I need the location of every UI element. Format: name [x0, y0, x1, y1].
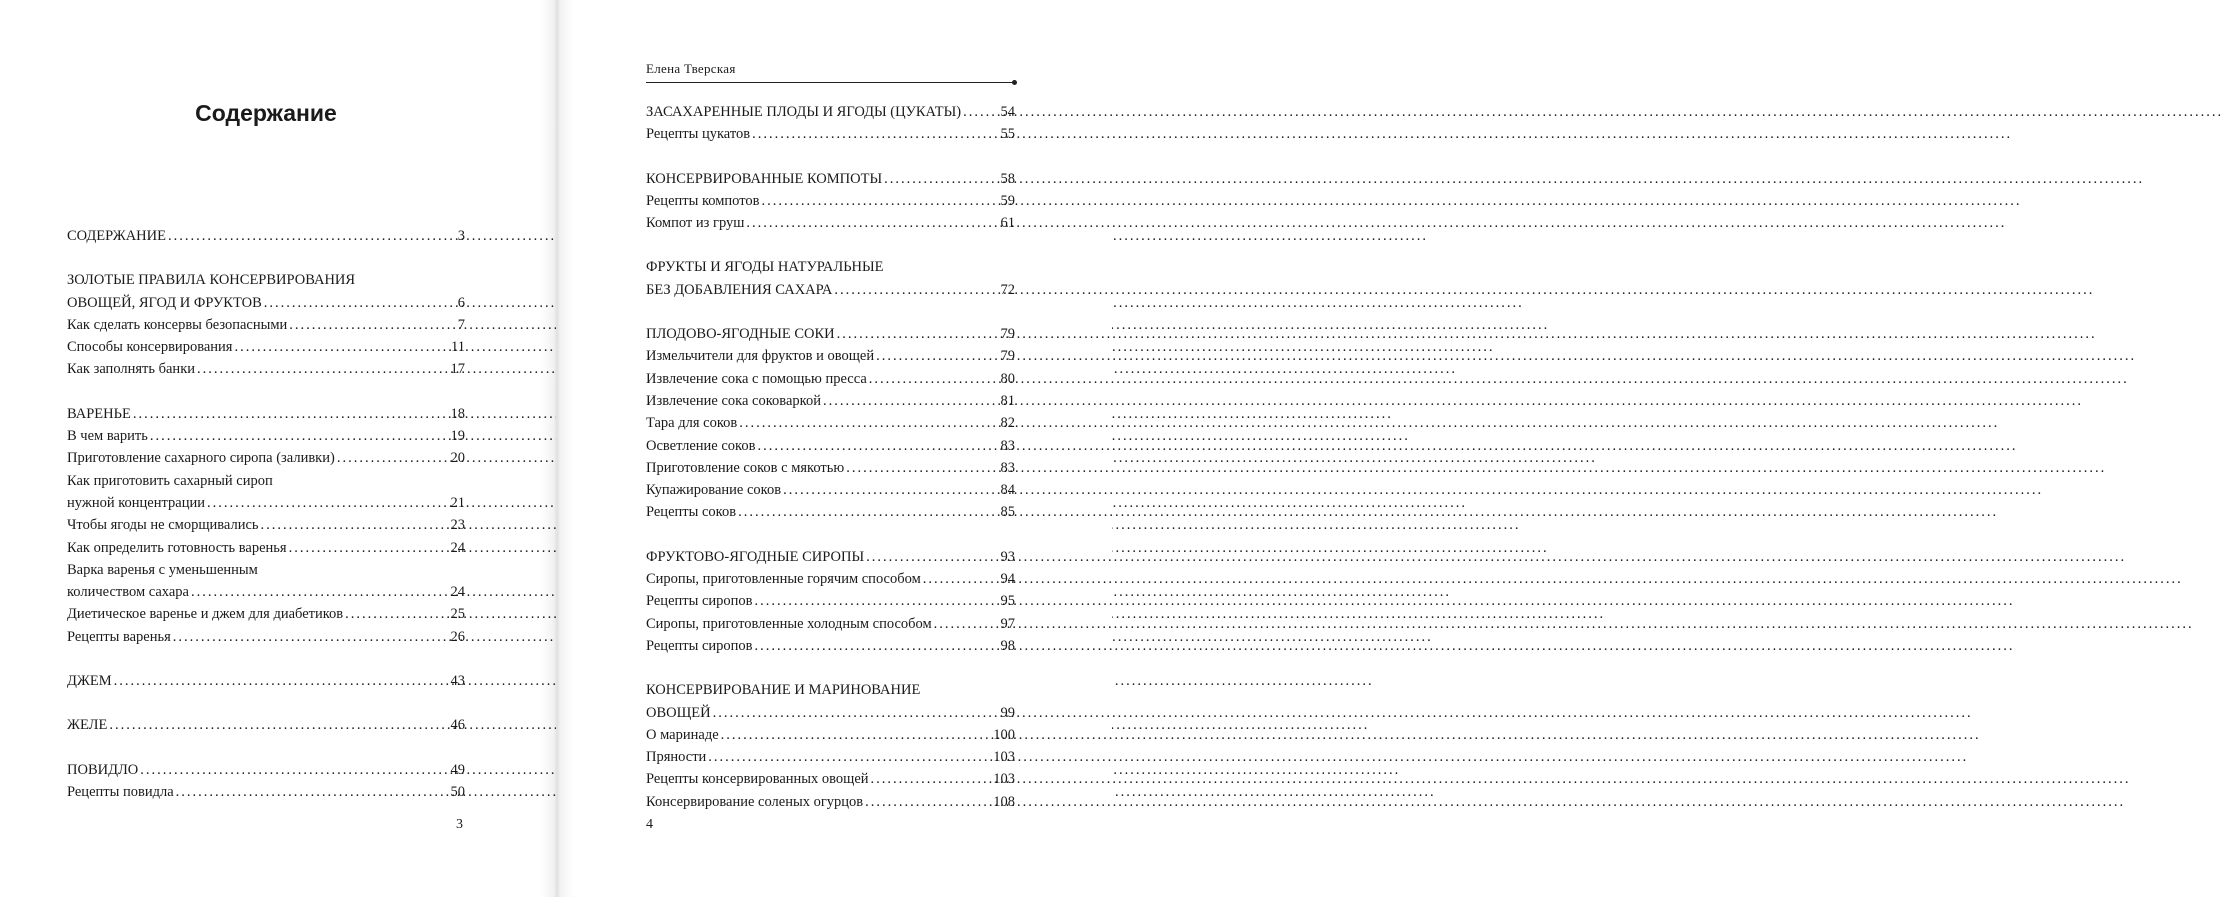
toc-entry-line [67, 581, 465, 603]
toc-entry-text: Способы консервирования [67, 339, 233, 356]
toc-entry-line [646, 279, 1015, 301]
toc-page-number: 6 [457, 294, 465, 311]
toc-page-number: 11 [451, 339, 465, 356]
toc-entry[interactable] [67, 781, 465, 803]
toc-page-number: 3 [457, 228, 465, 244]
toc-entry-line [646, 190, 1015, 212]
toc-page-number: 49 [450, 761, 465, 778]
dot-leader [114, 670, 449, 692]
toc-entry-line [67, 559, 465, 581]
running-head: Елена Тверская [646, 61, 736, 76]
toc-entry[interactable] [67, 336, 465, 358]
toc-entry[interactable] [67, 314, 465, 336]
toc-entry-text: Как приготовить сахарный сироп [67, 472, 273, 489]
toc-entry-text: ЖЕЛЕ [67, 717, 108, 734]
toc-entry-line [67, 470, 465, 492]
toc-page-number: 84 [1000, 482, 1015, 499]
toc-page-number: 61 [1000, 215, 1015, 232]
toc-entry-text: ПОВИДЛО [67, 761, 139, 778]
toc-entry-line [646, 168, 1015, 190]
toc-entry-line [67, 269, 465, 291]
dot-leader [746, 212, 998, 234]
toc-entry-text: Измельчители для фруктов и овощей [646, 348, 875, 365]
toc-section [646, 256, 1015, 301]
toc-entry[interactable] [646, 323, 1015, 345]
toc-entry-text: Тара для соков [646, 415, 738, 432]
dot-leader [823, 390, 999, 412]
toc-entry[interactable] [67, 514, 465, 536]
dot-leader [739, 412, 998, 434]
dot-leader [934, 613, 999, 635]
toc-entry-text: ОВОЩЕЙ, ЯГОД И ФРУКТОВ [67, 294, 262, 311]
toc-entry-line [646, 212, 1015, 234]
toc-entry[interactable] [646, 412, 1015, 434]
toc-entry[interactable] [646, 546, 1015, 568]
toc-entry[interactable] [67, 425, 465, 447]
toc-entry-text: Купажирование соков [646, 482, 782, 499]
toc-entry-line [646, 590, 1015, 612]
toc-entry[interactable] [646, 590, 1015, 612]
toc-page-number: 80 [1000, 370, 1015, 387]
toc-entry-text: Как сделать консервы безопасными [67, 316, 288, 333]
toc-entry-text: Приготовление соков с мякотью [646, 459, 845, 476]
toc-entry-text: нужной концентрации [67, 494, 205, 511]
toc-entry-text: КОНСЕРВИРОВАННЫЕ КОМПОТЫ [646, 170, 883, 187]
toc-entry-text: ЗОЛОТЫЕ ПРАВИЛА КОНСЕРВИРОВАНИЯ [67, 272, 356, 289]
toc-page-number: 20 [450, 450, 465, 467]
toc-entry[interactable] [646, 256, 1015, 301]
toc-page-number: 46 [450, 717, 465, 734]
page-number: 3 [456, 817, 463, 832]
toc-entry[interactable] [646, 390, 1015, 412]
toc-entry[interactable] [67, 447, 465, 469]
table-of-contents [67, 225, 465, 825]
toc-entry[interactable] [646, 168, 1015, 190]
toc-page-number: 103 [993, 749, 1015, 766]
dot-leader [176, 781, 449, 803]
toc-page-number: 83 [1000, 437, 1015, 454]
toc-entry-text: Чтобы ягоды не сморщивались [67, 517, 259, 534]
toc-entry[interactable] [67, 537, 465, 559]
left-page [0, 0, 556, 897]
dot-leader [884, 168, 998, 190]
toc-entry[interactable] [646, 635, 1015, 657]
toc-page-number: 55 [1000, 126, 1015, 143]
dot-leader [834, 279, 998, 301]
toc-page-number: 59 [1000, 192, 1015, 209]
toc-page-number: 25 [450, 606, 465, 623]
toc-section [67, 269, 465, 380]
dot-leader [923, 568, 999, 590]
toc-entry[interactable] [646, 190, 1015, 212]
toc-entry-text: Извлечение сока с помощью пресса [646, 370, 867, 387]
toc-entry-text: Как определить готовность варенья [67, 539, 287, 556]
toc-entry[interactable] [67, 403, 465, 425]
toc-section [67, 759, 465, 804]
toc-entry-line [646, 635, 1015, 657]
toc-entry-line [646, 457, 1015, 479]
toc-page-number: 50 [450, 783, 465, 800]
toc-entry-line [646, 256, 1015, 278]
dot-leader [846, 457, 998, 479]
toc-section [67, 714, 465, 736]
toc-entry[interactable] [646, 613, 1015, 635]
toc-entry-line [67, 714, 465, 736]
toc-entry-line [646, 768, 1015, 790]
toc-section [646, 546, 1015, 657]
dot-leader [752, 123, 998, 145]
dot-leader [837, 323, 999, 345]
toc-page-number: 97 [1000, 615, 1015, 632]
toc-entry[interactable] [646, 368, 1015, 390]
toc-entry[interactable] [646, 101, 1015, 123]
dot-leader [762, 190, 999, 212]
toc-section [67, 403, 465, 648]
dot-leader [738, 501, 998, 523]
toc-entry-text: ФРУКТЫ И ЯГОДЫ НАТУРАЛЬНЫЕ [646, 259, 884, 276]
toc-entry[interactable] [646, 479, 1015, 501]
dot-leader [721, 724, 992, 746]
toc-section [646, 168, 1015, 235]
toc-entry-line [646, 345, 1015, 367]
toc-entry[interactable] [67, 269, 465, 314]
toc-page-number: 83 [1000, 459, 1015, 476]
toc-entry-line [67, 225, 465, 247]
toc-entry-text: Консервирование соленых огурцов [646, 793, 864, 810]
toc-entry[interactable] [646, 746, 1015, 768]
toc-entry-line [67, 292, 465, 314]
dot-leader [866, 546, 998, 568]
toc-entry-text: Рецепты варенья [67, 628, 171, 645]
toc-page-number: 18 [450, 405, 465, 422]
toc-entry-line [67, 537, 465, 559]
toc-section [646, 101, 1015, 146]
toc-page-number: 21 [450, 494, 465, 511]
toc-entry[interactable] [646, 724, 1015, 746]
toc-entry-text: Сиропы, приготовленные холодным способом [646, 615, 932, 632]
toc-page-number: 7 [457, 316, 465, 333]
dot-leader [337, 447, 449, 469]
toc-entry[interactable] [67, 358, 465, 380]
toc-entry-text: БЕЗ ДОБАВЛЕНИЯ САХАРА [646, 281, 833, 298]
toc-entry-line [646, 412, 1015, 434]
toc-entry[interactable] [67, 759, 465, 781]
toc-entry-text: О маринаде [646, 726, 719, 743]
toc-entry[interactable] [646, 123, 1015, 145]
toc-entry[interactable] [67, 670, 465, 692]
toc-entry-line [646, 546, 1015, 568]
dot-leader [140, 759, 448, 781]
toc-page-number: 85 [1000, 504, 1015, 521]
toc-entry-line [646, 390, 1015, 412]
toc-entry-line [67, 492, 465, 514]
toc-entry[interactable] [646, 568, 1015, 590]
toc-page-number: 58 [1000, 170, 1015, 187]
toc-entry[interactable] [67, 470, 465, 515]
toc-entry-line [646, 568, 1015, 590]
toc-entry-line [67, 603, 465, 625]
toc-page-number: 79 [1000, 348, 1015, 365]
dot-leader [871, 768, 992, 790]
toc-entry[interactable] [646, 679, 1015, 724]
toc-entry-text: КОНСЕРВИРОВАНИЕ И МАРИНОВАНИЕ [646, 682, 921, 699]
dot-leader [150, 425, 449, 447]
toc-section [67, 225, 465, 247]
dot-leader [234, 336, 449, 358]
toc-entry-line [646, 435, 1015, 457]
toc-page-number: 103 [993, 771, 1015, 788]
toc-entry[interactable] [646, 212, 1015, 234]
toc-entry-text: ВАРЕНЬЕ [67, 405, 131, 422]
toc-entry-line [67, 403, 465, 425]
toc-page-number: 17 [450, 361, 465, 378]
toc-page-number: 108 [993, 793, 1015, 810]
toc-entry-line [67, 514, 465, 536]
toc-entry-line [646, 101, 1015, 123]
dot-leader [168, 225, 456, 247]
dot-leader [109, 714, 448, 736]
toc-entry-text: Сиропы, приготовленные горячим способом [646, 571, 921, 588]
toc-page-number: 95 [1000, 593, 1015, 610]
toc-page-number: 54 [1000, 104, 1015, 120]
dot-leader [783, 479, 998, 501]
toc-entry-text: Осветление соков [646, 437, 756, 454]
dot-leader [708, 746, 991, 768]
toc-section [67, 670, 465, 692]
toc-entry-line [646, 791, 1015, 813]
right-page [556, 0, 1112, 897]
toc-entry-line [646, 613, 1015, 635]
toc-entry-line [646, 746, 1015, 768]
toc-entry[interactable] [646, 501, 1015, 523]
toc-entry-line [67, 425, 465, 447]
toc-entry-text: СОДЕРЖАНИЕ [67, 228, 166, 244]
header-rule [646, 82, 1015, 83]
toc-entry-text: Компот из груш [646, 215, 745, 232]
toc-entry-text: Рецепты соков [646, 504, 737, 521]
toc-entry-line [67, 781, 465, 803]
toc-page-number: 24 [450, 584, 465, 601]
toc-page-number: 43 [450, 673, 465, 690]
dot-leader [191, 581, 449, 603]
page-title: Содержание [195, 100, 337, 126]
toc-entry-text: Диетическое варенье и джем для диабетиков [67, 606, 344, 623]
toc-entry-line [67, 759, 465, 781]
toc-page-number: 94 [1000, 571, 1015, 588]
dot-leader [876, 345, 998, 367]
toc-page-number: 100 [993, 726, 1015, 743]
dot-leader [289, 537, 449, 559]
toc-entry-line [67, 447, 465, 469]
toc-entry-text: ПЛОДОВО-ЯГОДНЫЕ СОКИ [646, 326, 835, 343]
toc-entry-line [646, 679, 1015, 701]
dot-leader [865, 791, 991, 813]
toc-entry-text: ДЖЕМ [67, 673, 112, 690]
toc-page-number: 72 [1000, 281, 1015, 298]
toc-page-number: 26 [450, 628, 465, 645]
toc-entry-line [646, 323, 1015, 345]
toc-entry-text: количеством сахара [67, 584, 189, 601]
toc-entry-line [646, 702, 1015, 724]
toc-entry[interactable] [646, 345, 1015, 367]
toc-entry-text: Рецепты цукатов [646, 126, 751, 143]
toc-entry-text: Рецепты консервированных овощей [646, 771, 869, 788]
toc-entry[interactable] [67, 626, 465, 648]
dot-leader [755, 635, 999, 657]
toc-page-number: 79 [1000, 326, 1015, 343]
toc-section [646, 323, 1015, 524]
toc-entry-text: Пряности [646, 749, 707, 766]
toc-entry-text: Рецепты сиропов [646, 593, 753, 610]
dot-leader [757, 435, 998, 457]
toc-entry[interactable] [67, 225, 465, 247]
toc-page-number: 99 [1000, 704, 1015, 721]
toc-entry-text: Как заполнять банки [67, 361, 195, 378]
table-of-contents [646, 101, 1015, 835]
toc-page-number: 93 [1000, 548, 1015, 565]
toc-entry-text: ФРУКТОВО-ЯГОДНЫЕ СИРОПЫ [646, 548, 865, 565]
page-number: 4 [646, 817, 653, 832]
toc-entry[interactable] [646, 791, 1015, 813]
dot-leader [264, 292, 456, 314]
toc-page-number: 98 [1000, 637, 1015, 654]
dot-leader [869, 368, 999, 390]
toc-section [646, 679, 1015, 813]
dot-leader [207, 492, 449, 514]
toc-entry-line [646, 724, 1015, 746]
toc-entry-line [67, 336, 465, 358]
dot-leader [289, 314, 455, 336]
dot-leader [261, 514, 449, 536]
toc-page-number: 82 [1000, 415, 1015, 432]
toc-entry[interactable] [67, 559, 465, 604]
toc-entry-text: В чем варить [67, 428, 148, 445]
toc-entry[interactable] [646, 457, 1015, 479]
toc-entry-line [646, 479, 1015, 501]
toc-entry-line [646, 368, 1015, 390]
toc-entry-text: Рецепты компотов [646, 192, 760, 209]
dot-leader [345, 603, 448, 625]
dot-leader [133, 403, 449, 425]
toc-entry-text: Извлечение сока соковаркой [646, 392, 821, 409]
toc-entry-text: Приготовление сахарного сиропа (заливки) [67, 450, 335, 467]
toc-entry[interactable] [646, 435, 1015, 457]
toc-entry[interactable] [646, 768, 1015, 790]
toc-entry-text: Варка варенья с уменьшенным [67, 561, 258, 578]
toc-entry-text: ОВОЩЕЙ [646, 704, 711, 721]
dot-leader [963, 101, 998, 123]
toc-page-number: 24 [450, 539, 465, 556]
dot-leader [197, 358, 449, 380]
dot-leader [173, 626, 449, 648]
toc-entry-line [646, 501, 1015, 523]
dot-leader [755, 590, 999, 612]
toc-page-number: 19 [450, 428, 465, 445]
toc-entry[interactable] [67, 714, 465, 736]
toc-entry-line [67, 358, 465, 380]
dot-leader [713, 702, 999, 724]
toc-entry-line [67, 670, 465, 692]
toc-page-number: 23 [450, 517, 465, 534]
toc-page-number: 81 [1000, 392, 1015, 409]
toc-entry-text: ЗАСАХАРЕННЫЕ ПЛОДЫ И ЯГОДЫ (ЦУКАТЫ) [646, 104, 962, 120]
toc-entry-line [646, 123, 1015, 145]
toc-entry-text: Рецепты повидла [67, 783, 174, 800]
toc-entry-line [67, 626, 465, 648]
toc-entry-text: Рецепты сиропов [646, 637, 753, 654]
toc-entry[interactable] [67, 603, 465, 625]
toc-entry-line [67, 314, 465, 336]
